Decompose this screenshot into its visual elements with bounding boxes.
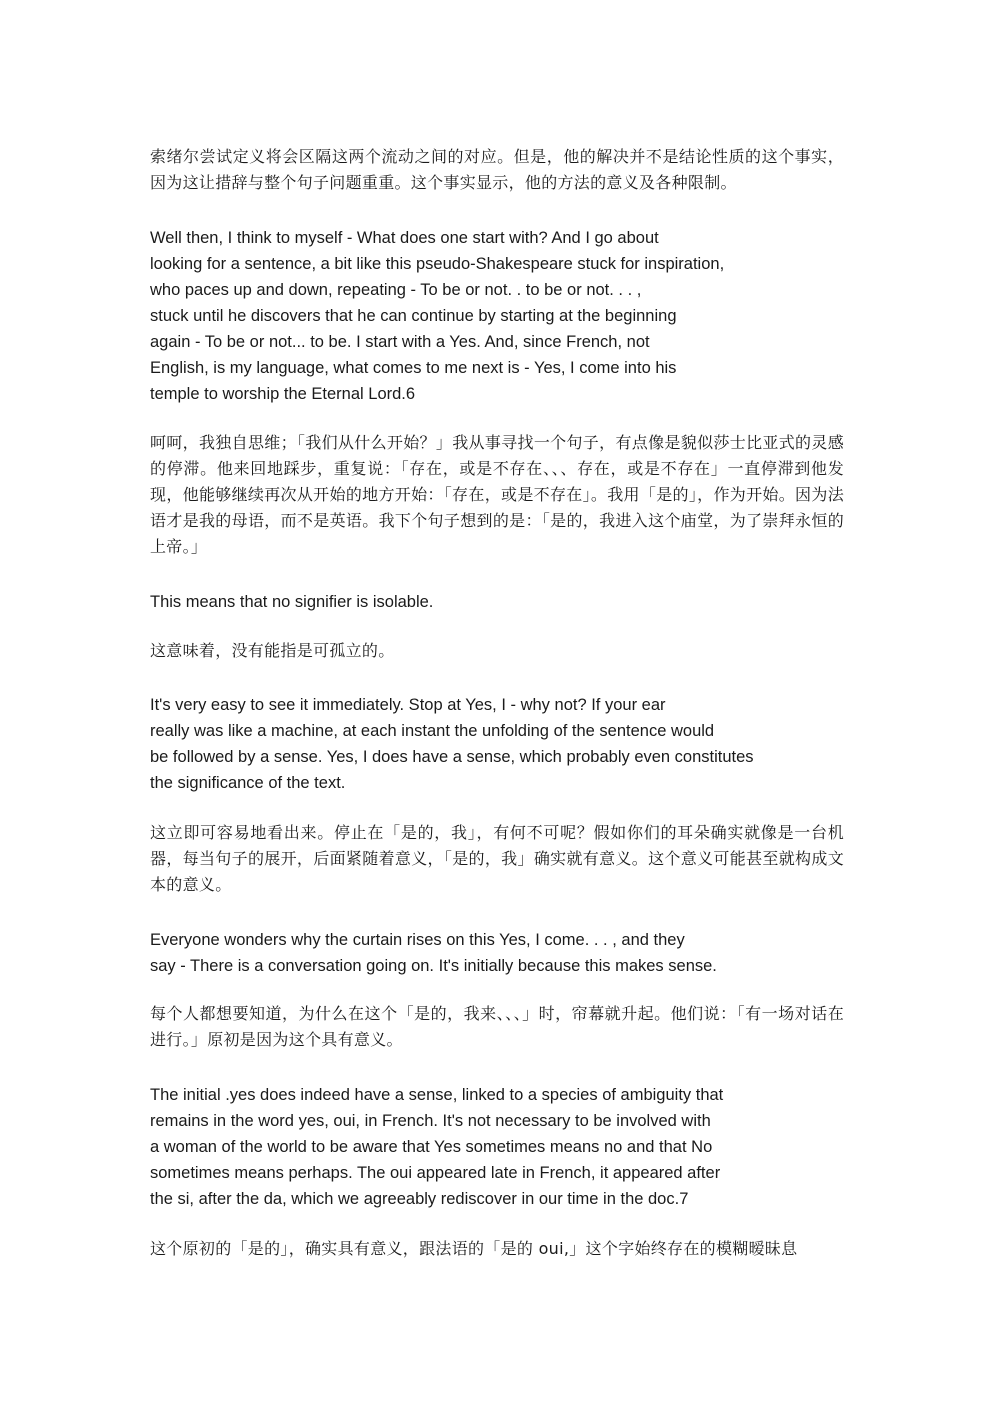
paragraph-en-1	[150, 225, 850, 407]
text-line: Everyone wonders why the curtain rises on this Yes, I come. . . , and they	[150, 931, 685, 949]
paragraph-cn-1: 索绪尔尝试定义将会区隔这两个流动之间的对应。但是，他的解决并不是结论性质的这个事实，因为这让措辞与整个句子问题重重。这个事实显示，他的方法的意义及各种限制。	[150, 147, 844, 192]
paragraph-cn-5: 每个人都想要知道，为什么在这个「是的，我来、、、」时，帘幕就升起。他们说：「有一场对话在进行。」原初是因为这个具有意义。	[150, 1004, 844, 1049]
paragraph-en-3	[150, 692, 850, 796]
paragraph-en-5	[150, 1082, 850, 1212]
text-line: again - To be or not... to be. I start with a Yes. And, since French, not	[150, 333, 650, 351]
text-line: be followed by a sense. Yes, I does have a sense, which probably even constitutes	[150, 748, 754, 766]
text-line: the significance of the text.	[150, 774, 346, 792]
text-line: Well then, I think to myself - What does one start with? And I go about	[150, 229, 659, 247]
text-line: looking for a sentence, a bit like this pseudo-Shakespeare stuck for inspiration,	[150, 255, 725, 273]
text-line: temple to worship the Eternal Lord.6	[150, 385, 416, 403]
paragraph-en-4	[150, 927, 850, 979]
text-line: English, is my language, what comes to me next is - Yes, I come into his	[150, 359, 677, 377]
text-line: remains in the word yes, oui, in French. It's not necessary to be involved with	[150, 1112, 711, 1130]
paragraph-cn-6: 这个原初的「是的」，确实具有意义，跟法语的「是的 oui,」这个字始终存在的模糊暧昧息	[150, 1239, 798, 1258]
text-line: The initial .yes does indeed have a sense, linked to a species of ambiguity that	[150, 1086, 724, 1104]
text-line: a woman of the world to be aware that Yes sometimes means no and that No	[150, 1138, 713, 1156]
text-line: really was like a machine, at each instant the unfolding of the sentence would	[150, 722, 715, 740]
paragraph-en-2	[150, 589, 850, 615]
paragraph-cn-3: 这意味着，没有能指是可孤立的。	[150, 641, 395, 660]
text-line: This means that no signifier is isolable.	[150, 593, 434, 611]
text-line: say - There is a conversation going on. It's initially because this makes sense.	[150, 957, 717, 975]
paragraph-cn-4: 这立即可容易地看出来。停止在「是的，我」，有何不可呢？假如你们的耳朵确实就像是一台机器，每当句子的展开，后面紧随着意义，「是的，我」确实就有意义。这个意义可能甚至就构成文本的意义。	[150, 823, 844, 894]
text-line: who paces up and down, repeating - To be or not. . to be or not. . . ,	[150, 281, 642, 299]
paragraph-cn-2: 呵呵，我独自思维；「我们从什么开始？」我从事寻找一个句子，有点像是貌似莎士比亚式的灵感的停滞。他来回地踩步，重复说：「存在，或是不存在、、、存在，或是不存在」一直停滞到他发现，他能够继续再次从开始的地方开始：「存在，或是不存在」。我用「是的」，作为开始。因为法语才是我的母语，而不是英语。我下个句子想到的是：「是的，我进入这个庙堂，为了崇拜永恒的上帝。」	[150, 433, 844, 556]
text-line: sometimes means perhaps. The oui appeared late in French, it appeared after	[150, 1164, 721, 1182]
text-line: the si, after the da, which we agreeably rediscover in our time in the doc.7	[150, 1190, 689, 1208]
text-line: stuck until he discovers that he can continue by starting at the beginning	[150, 307, 677, 325]
text-line: It's very easy to see it immediately. Stop at Yes, I - why not? If your ear	[150, 696, 666, 714]
